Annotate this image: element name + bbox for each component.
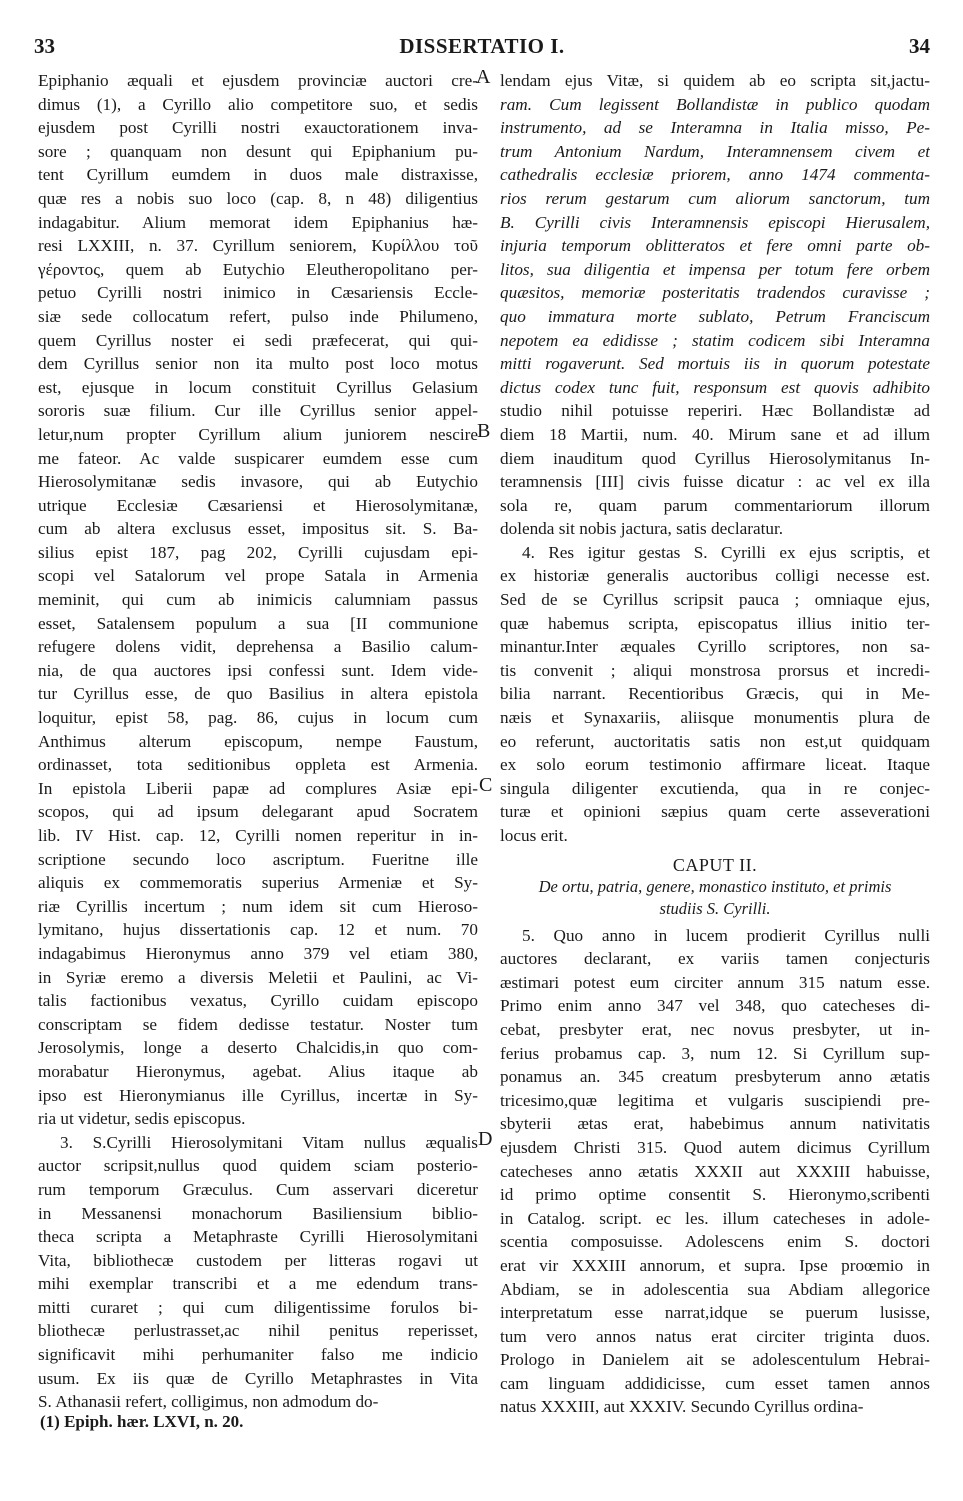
text-line: studio nihil potuisse reperiri. Hæc Bollandistæ ad [500,401,930,421]
text-line: usum. Ex iis quæ de Cyrillo Metaphrastes in Vita [38,1368,478,1388]
text-line: quæ habemus scripta, episcopatus illius initio ter- [500,613,930,633]
text-line: rios rerum gestarum cum aliorum sanctorum, tum [500,188,930,208]
text-line: scentia composuisse. Adolescens enim S. doctori [500,1232,930,1252]
text-line: nepotem ea edidisse ; statim codicem sibi Interamna [500,330,930,350]
text-line: scopos, qui ad ipsum delegarant apud Socratem [38,802,478,822]
text-line: ria ut videtur, sedis episcopus. [38,1109,246,1129]
text-line: cathedralis ecclesiæ priorem, anno 1474 commenta- [500,165,930,185]
page-header [34,34,930,58]
text-line: sore ; quanquam non desunt qui Epiphanium pu- [38,141,478,161]
text-line: teramnensis [III] civis fuisse dicatur : ac vel ex illa [500,472,930,492]
text-line: ejusdem Christi 315. Quod autem dicimus Cyrillum [500,1137,930,1157]
page-number-left: 33 [34,34,55,58]
text-line: erat vir XXXIII annorum, et supra. Ipse proœmio in [500,1255,930,1275]
text-line: theca scripta a Metaphraste Cyrilli Hierosolymitani [38,1227,478,1247]
text-line: locus erit. [500,826,568,845]
text-line: riæ Cyrillis incertum ; num idem sit cum Hieroso- [38,896,478,916]
text-line: Primo enim anno 347 vel 348, quo catecheses di- [500,996,930,1016]
text-line: dem Cyrillus senior non ita multo post loco motus [38,354,478,374]
text-line: cebat, presbyter erat, nec novus presbyter, ut in- [500,1019,930,1039]
text-line: S. Athanasii refert, colligimus, non admodum do- [38,1392,379,1412]
text-line: ferius probamus cap. 3, num 12. Si Cyrillum sup- [500,1043,930,1063]
text-line: est, ejusque in locum constituit Cyrillus Gelasium [38,377,478,397]
text-line: In epistola Liberii papæ ad complures Asiæ epi- [38,778,478,798]
text-line: cum ab altera exclusus esset, impositus sit. S. Ba- [38,519,478,539]
text-line: tent Cyrillum eumdem in duos male distraxisse, [38,165,478,185]
text-line: tricesimo,quæ legitima et vulgaris suscipiendi pre- [500,1090,930,1110]
text-line: diem inauditum quod Cyrillus Hierosolymitanus In- [500,448,930,468]
text-line: ejusdem post Cyrilli nostri exauctorationem inva- [38,118,478,138]
footnote: (1) Epiph. hær. LXVI, n. 20. [40,1412,244,1431]
text-line: turæ et opinioni sæpius quam certe asseverationi [500,802,930,822]
text-line: auctores declarant, ex variis tamen conjecturis [500,949,930,969]
text-line: sola re, quam parum commentariorum illorum [500,495,930,515]
text-line: Vita, bibliothecæ custodem per litteras rogavi ut [38,1250,478,1270]
text-line: esset, Satalensem populum a sua [II communione [38,613,478,633]
text-line: singula diligenter excutienda, qua in re conjec- [500,778,930,798]
text-line: Hierosolymitanæ sedis invasore, qui ab Eutychio [38,472,478,492]
text-line: injuria temporum oblitteratos et fere omni parte ob- [500,236,930,256]
text-line: in Messanensi monachorum Basiliensium biblio- [38,1203,478,1223]
text-line: cam linguam addidicisse, cum esset tamen annos [500,1373,930,1393]
text-line: interpretatum esse narrat,idque se puerum lusisse, [500,1303,930,1323]
margin-marker-c: C [479,774,493,796]
text-line: Prologo in Danielem ait se adolescentulum Hebrai- [500,1350,930,1370]
text-line: 5. Quo anno in lucem prodierit Cyrillus nulli [522,925,930,945]
page-number-right: 34 [909,34,930,58]
chapter-subtitle-line2: studiis S. Cyrilli. [659,898,771,918]
text-line: aliquis ex commemoratis superius Armeniæ et Sy- [38,873,478,893]
text-line: minantur.Inter æquales Cyrillo scriptores, non sa- [500,637,930,657]
chapter-title: CAPUT II. [672,854,758,875]
text-line: bilia narrant. Recentioribus Græcis, qui in Me- [500,684,930,704]
text-line: lendam ejus Vitæ, si quidem ab eo scripta sit,jactu- [500,71,930,90]
right-column-part-a [500,69,930,848]
text-line: silius epist 187, pag 202, Cyrilli cujusdam epi- [38,542,478,562]
text-line: ponamus an. 345 creatum presbyterum anno ætatis [500,1067,930,1087]
text-line: lymitano, hujus dissertationis cap. 12 et num. 70 [38,920,478,940]
chapter-subtitle-line1: De ortu, patria, genere, monastico instituto, et primis [538,876,892,896]
text-line: in Catalog. script. ec les. illum catecheses in adole- [500,1208,930,1228]
text-line: Anthimus alterum episcopum, nempe Faustum, [38,731,478,751]
text-line: natus XXXIII, aut XXXIV. Secundo Cyrillus ordina- [500,1397,864,1417]
text-line: quem Cyrillus noster ei sedi præfecerat, qui qui- [38,330,478,350]
text-line: indagabitur. Alium memorat idem Epiphanius hæ- [38,212,478,232]
text-line: mitti curaret ; qui cum diligentissime forulos bi- [38,1297,478,1317]
text-line: dimus (1), a Cyrillo alio competitore suo, et sedis [38,94,478,114]
text-line: trum Antonium Nardum, Interamnensem civem et [500,141,930,161]
text-line: catecheses anno ætatis XXXII aut XXXIII habuisse, [500,1161,930,1181]
text-line: id primo optime consentit S. Hieronymo,scribenti [500,1185,930,1205]
text-line: mitti rogaverunt. Sed mortuis iis in quorum potestate [500,354,930,374]
text-line: refugere dolens vidit, deprehensa a Basilio calum- [38,637,478,657]
text-line: γέροντος, quem ab Eutychio Eleutheropolitano per- [38,259,478,279]
text-line: Sed de se Cyrillus scripsit pauca ; omniaque ejus, [500,590,930,610]
text-line: dolenda sit nobis jactura, satis declaratur. [500,519,784,539]
text-line: ipso est Hieronymianus ille Cyrillus, incertæ in Sy- [38,1085,478,1105]
text-line: meminit, qui cum ab inimicis calumniam passus [38,590,478,610]
text-line: auctor scripsit,nullus quod quidem sciam posterio- [38,1156,478,1176]
text-line: næis et Synaxariis, aliisque monumentis plura de [500,708,930,728]
text-line: ram. Cum legissent Bollandistæ in publico quodam [500,94,930,114]
margin-marker-b: B [477,420,491,442]
text-line: Epiphanio æquali et ejusdem provinciæ auctori cre- [38,71,478,90]
text-line: tum vero annos natus erat circiter triginta duos. [500,1326,930,1346]
text-line: æstimari potest eum circiter annum 315 natum esse. [500,972,930,992]
text-line: rum temporum Græculus. Cum asservari diceretur [38,1179,478,1199]
text-line: bliothecæ perlustrasset,ac nihil penitus reperisset, [38,1321,478,1341]
text-line: sororis suæ filium. Cur ille Cyrillus senior appel- [38,401,478,421]
text-line: B. Cyrilli civis Interamnensis episcopi Hierusalem, [500,212,930,232]
text-line: quæsitos, memoriæ posteritatis tradendos curavisse ; [500,283,930,303]
text-line: diem 18 Martii, num. 40. Mirum sane et ad illum [500,424,930,444]
text-line: letur,num propter Cyrillum alium juniorem nescire [38,424,478,444]
text-line: in Syriæ eremo a diversis Meletii et Paulini, ac Vi- [38,967,478,987]
text-line: quo immatura morte sublato, Petrum Franciscum [500,306,930,326]
text-line: siæ sede collocatum refert, pulso inde Philumeno, [38,306,478,326]
text-line: 3. S.Cyrilli Hierosolymitani Vitam nullus æqualis [60,1132,478,1152]
text-line: ordinasset, tota seditionibus oppleta est Armenia. [38,755,478,775]
text-line: scriptione secundo loco ascriptum. Fueritne ille [38,849,478,869]
text-line: litos, sua diligentia et impensa per totum fere orbem [500,259,930,279]
text-line: conscriptam se fidem dedisse testatur. Noster tum [38,1014,478,1034]
text-line: scopi vel Satalorum vel prope Satala in Armenia [38,566,478,586]
right-column-part-b [500,924,930,1419]
text-line: instrumento, ad se Interamna in Italia misso, Pe- [500,118,930,138]
text-line: nia, de qua auctores ipsi confessi sunt. Idem vide- [38,660,478,680]
text-line: loquitur, epist 58, pag. 86, cujus in locum cum [38,708,478,728]
text-line: quæ res a nobis suo loco (cap. 8, n 48) diligentius [38,188,478,208]
margin-marker-a: A [476,66,491,88]
right-column [500,69,930,1419]
text-line: tur Cyrillus esse, de quo Basilius in altera epistola [38,684,478,704]
text-line: talis factionibus vexatus, Cyrillo cuidam episcopo [38,991,478,1011]
text-line: lib. IV Hist. cap. 12, Cyrilli nomen reperitur in in- [38,826,478,845]
text-line: petuo Cyrilli nostri inimico in Cæsariensis Eccle- [38,283,478,303]
text-line: 4. Res igitur gestas S. Cyrilli ex ejus scriptis, et [522,542,930,562]
margin-marker-d: D [478,1128,493,1150]
text-line: ex historiæ generalis auctoribus colligi necesse est. [500,566,930,586]
text-line: sbyterii ætas erat, habebimus annum nativitatis [500,1114,930,1134]
text-line: mihi exemplar transcribi et a me edendum trans- [38,1274,478,1294]
text-line: dictus codex tunc fuit, responsum est quovis adhibito [500,377,930,397]
text-line: morabatur Hieronymus, agebat. Alius itaque ab [38,1061,478,1081]
text-line: tis convenit ; aliqui monstrosa prorsus et incredi- [500,660,930,680]
text-line: Abdiam, se in adolescentia sua Abdiam allegorice [500,1279,930,1299]
text-line: utrique Ecclesiæ Cæsariensi et Hierosolymitanæ, [38,495,478,515]
text-line: ex solo eorum testimonio affirmare liceat. Itaque [500,755,930,775]
left-column [38,69,478,1414]
running-title: DISSERTATIO I. [399,34,565,58]
text-line: eo referunt, auctoritatis satis non est,ut quidquam [500,731,930,751]
text-line: Jerosolymis, longe a deserto Chalcidis,in quo com- [38,1038,478,1058]
text-line: indagabimus Hieronymus anno 379 vel etiam 380, [38,943,478,963]
text-line: significavit mihi perhumaniter falso me indicio [38,1345,478,1365]
text-line: resi LXXIII, n. 37. Cyrillum seniorem, Κυρίλλου τοῦ [38,236,478,256]
text-line: me fateor. Ac valde suspicarer eumdem esse cum [38,448,478,468]
